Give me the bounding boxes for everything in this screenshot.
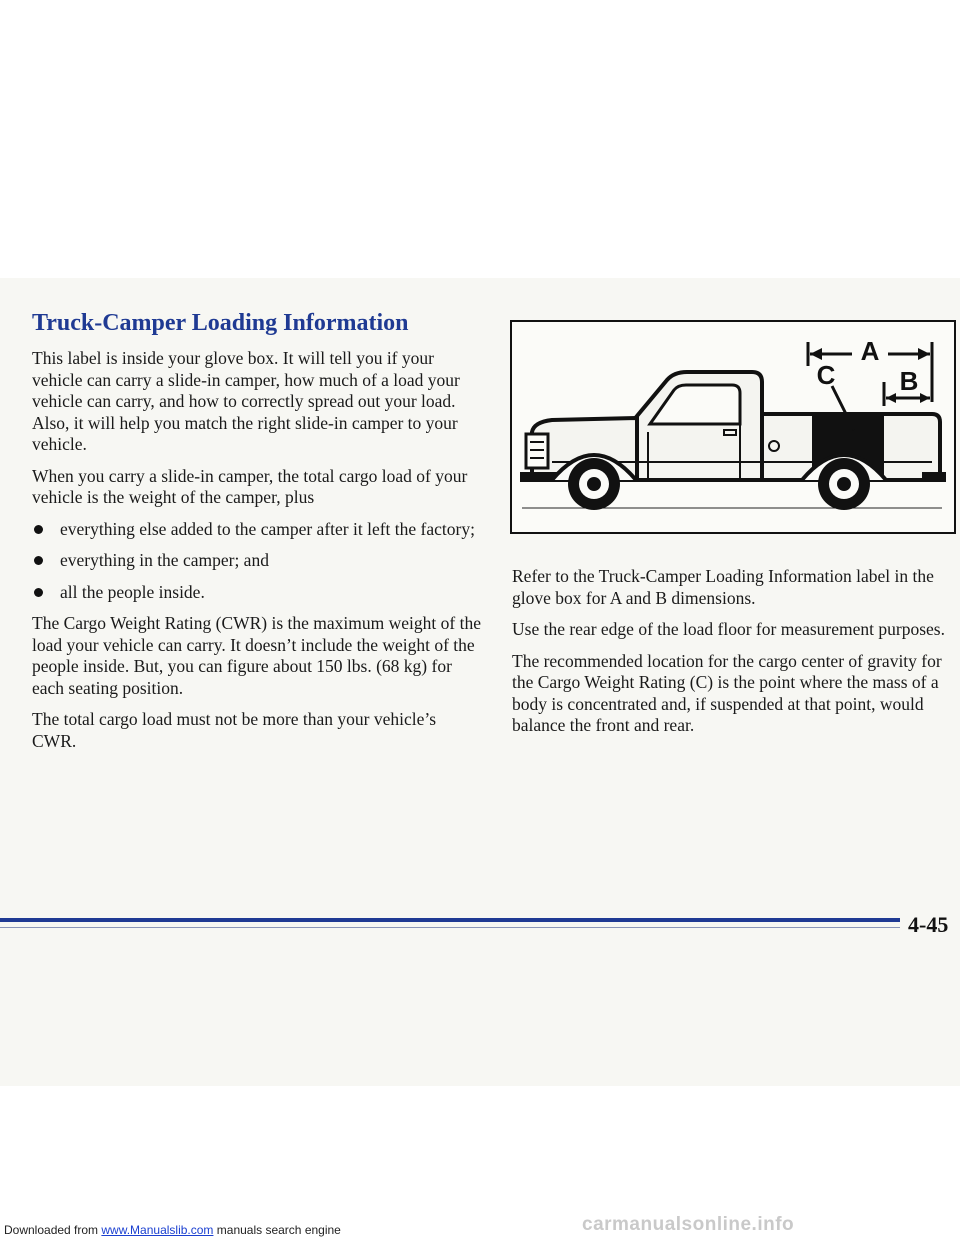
pickup-truck-illustration	[512, 322, 954, 532]
left-column	[32, 348, 482, 762]
right-column	[512, 566, 958, 747]
cargo-load-list	[32, 519, 482, 604]
watermark: carmanualsonline.info	[582, 1214, 795, 1235]
list-item: everything in the camper; and	[32, 550, 482, 572]
cwr-paragraph: The Cargo Weight Rating (CWR) is the maximum weight of the load your vehicle can carry. It doesn’t include the weight of the people inside. But, you can figure about 150 lbs. (68 kg) for each seating position.	[32, 613, 481, 698]
manualslib-link[interactable]: www.Manualslib.com	[101, 1223, 214, 1237]
center-of-gravity-paragraph: The recommended location for the cargo center of gravity for the Cargo Weight Rating (C) is the point where the mass of a body is concentrated and, if suspended at that point, would balance the front and rear.	[512, 650, 942, 735]
list-item: all the people inside.	[32, 582, 482, 604]
dimension-a-label: A	[860, 336, 880, 366]
footer-rule	[0, 918, 900, 922]
dimension-c-label: C	[816, 360, 836, 390]
bullet-icon	[34, 588, 43, 597]
cargo-load-paragraph: When you carry a slide-in camper, the total cargo load of your vehicle is the weight of the camper, plus	[32, 465, 468, 507]
page-title: Truck-Camper Loading Information	[32, 310, 409, 336]
list-item: everything else added to the camper after it left the factory;	[32, 519, 482, 541]
dimension-b-label: B	[899, 366, 919, 396]
bullet-icon	[34, 525, 43, 534]
download-footer: Downloaded from www.Manualslib.com manuals search engine	[4, 1223, 341, 1237]
page-number: 4-45	[908, 912, 949, 937]
dimensions-paragraph: Refer to the Truck-Camper Loading Information label in the glove box for A and B dimensions.	[512, 566, 934, 608]
measurement-paragraph: Use the rear edge of the load floor for measurement purposes.	[512, 619, 945, 639]
cwr-limit-paragraph: The total cargo load must not be more than your vehicle’s CWR.	[32, 709, 437, 751]
intro-paragraph: This label is inside your glove box. It will tell you if your vehicle can carry a slide-in camper, how much of a load your vehicle can carry, and how to correctly spread out your load. Also, it will help you match the right slide-in camper to your vehicle.	[32, 348, 460, 454]
truck-diagram	[510, 320, 956, 534]
footer-rule-thin	[0, 927, 900, 928]
bullet-icon	[34, 556, 43, 565]
